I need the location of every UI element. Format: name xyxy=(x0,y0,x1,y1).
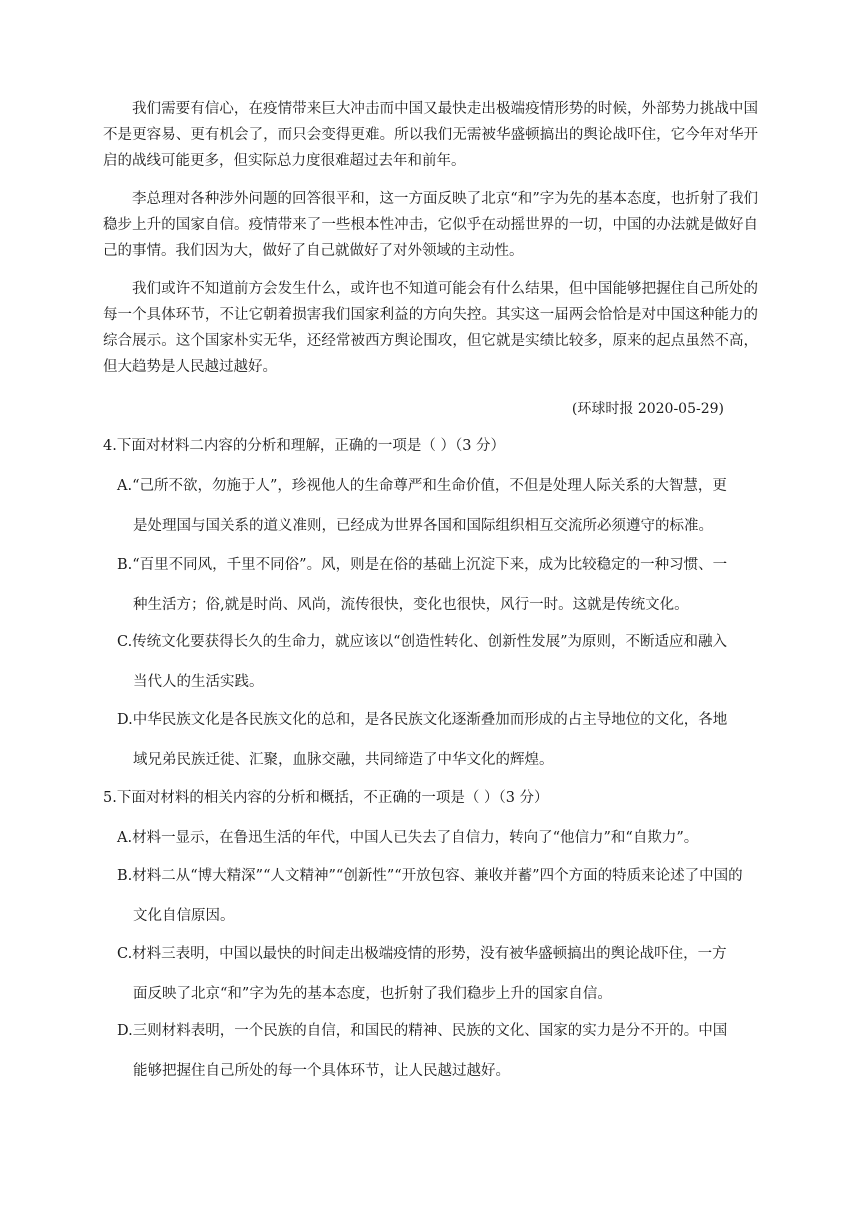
option-text-line1: B.材料二从“博大精深”“人文精神”“创新性”“开放包容、兼收并蓄”四个方面的特质来论述了中国的 xyxy=(117,868,743,884)
material3-paragraph-1: 我们需要有信心，在疫情带来巨大冲击而中国又最快走出极端疫情形势的时候，外部势力挑战中国不是更容易、更有机会了，而只会变得更难。所以我们无需被华盛顿搞出的舆论战吓住，它今年对华开启的战线可能更多，但实际总力度很难超过去年和前年。 xyxy=(103,101,758,169)
question-5-option-c xyxy=(117,934,758,1014)
option-text-line1: C.传统文化要获得长久的生命力，就应该以“创造性转化、创新性发展”为原则，不断适应和融入 xyxy=(117,634,728,650)
question-4-stem: 4.下面对材料二内容的分析和理解，正确的一项是（ ）（3 分） xyxy=(103,438,506,454)
question-4-option-b xyxy=(117,545,758,625)
option-text-line2: 能够把握住自己所处的每一个具体环节，让人民越过越好。 xyxy=(133,1063,510,1079)
option-text-line2: 当代人的生活实践。 xyxy=(133,674,264,690)
question-4-option-c xyxy=(117,622,758,702)
option-text-line2: 域兄弟民族迁徙、汇聚，血脉交融，共同缔造了中华文化的辉煌。 xyxy=(133,752,554,768)
material3-paragraph-3: 我们或许不知道前方会发生什么，或许也不知道可能会有什么结果，但中国能够把握住自己所处的每一个具体环节，不让它朝着损害我们国家利益的方向失控。其实这一届两会恰恰是对中国这种能力的综合展示。这个国家朴实无华，还经常被西方舆论围攻，但它就是实绩比较多，原来的起点虽然不高，但大趋势是人民越过越好。 xyxy=(103,281,758,375)
question-5-option-a xyxy=(117,818,758,858)
option-text-line1: D.三则材料表明，一个民族的自信，和国民的精神、民族的文化、国家的实力是分不开的。中国 xyxy=(117,1023,728,1039)
question-4-option-d xyxy=(117,700,758,780)
question-5-stem: 5.下面对材料的相关内容的分析和概括，不正确的一项是（ ）（3 分） xyxy=(103,790,549,806)
option-text-line2: 文化自信原因。 xyxy=(133,908,235,924)
material3-source: (环球时报 2020-05-29) xyxy=(571,401,724,417)
option-text-line1: A.“己所不欲，勿施于人”，珍视他人的生命尊严和生命价值，不但是处理人际关系的大智慧，更 xyxy=(117,478,727,494)
option-text-line1: C.材料三表明，中国以最快的时间走出极端疫情的形势，没有被华盛顿搞出的舆论战吓住，一方 xyxy=(117,946,727,962)
option-text-line1: D.中华民族文化是各民族文化的总和，是各民族文化逐渐叠加而形成的占主导地位的文化，各地 xyxy=(117,712,728,728)
material3-paragraph-2: 李总理对各种涉外问题的回答很平和，这一方面反映了北京“和”字为先的基本态度，也折射了我们稳步上升的国家自信。疫情带来了一些根本性冲击，它似乎在动摇世界的一切，中国的办法就是做好自己的事情。我们因为大，做好了自己就做好了对外领域的主动性。 xyxy=(103,191,758,259)
question-5-option-b xyxy=(117,856,758,936)
question-5-option-d xyxy=(117,1011,758,1091)
option-text-line1: A.材料一显示，在鲁迅生活的年代，中国人已失去了自信力，转向了“他信力”和“自欺力”。 xyxy=(117,830,699,846)
option-text-line1: B.“百里不同风，千里不同俗”。风，则是在俗的基础上沉淀下来，成为比较稳定的一种习惯、一 xyxy=(117,557,728,573)
question-4-option-a xyxy=(117,466,758,546)
option-text-line2: 种生活方；俗,就是时尚、风尚，流传很快，变化也很快，风行一时。这就是传统文化。 xyxy=(133,597,689,613)
option-text-line2: 面反映了北京“和”字为先的基本态度，也折射了我们稳步上升的国家自信。 xyxy=(133,986,612,1002)
option-text-line2: 是处理国与国关系的道义准则，已经成为世界各国和国际组织相互交流所必须遵守的标准。 xyxy=(133,518,713,534)
